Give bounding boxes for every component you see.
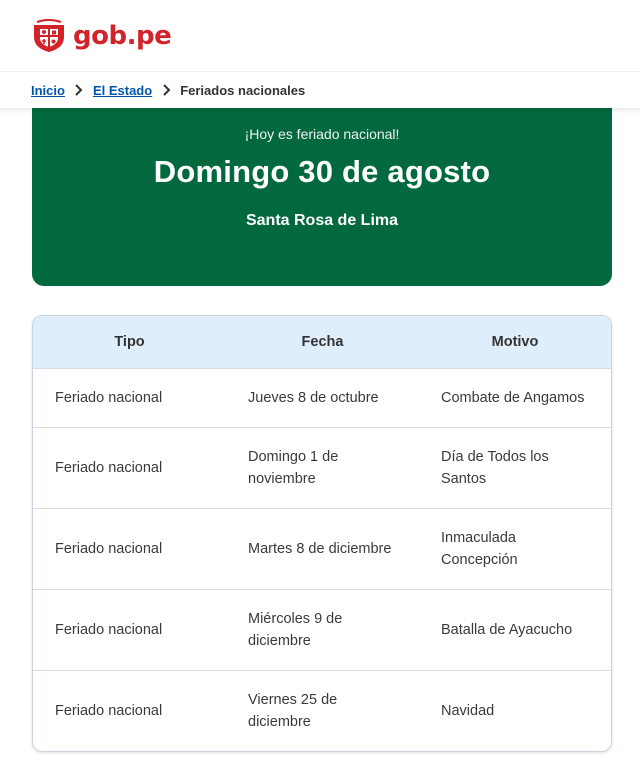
holiday-banner — [32, 108, 612, 286]
breadcrumb-link-inicio[interactable]: Inicio — [31, 82, 65, 98]
gobpe-logo-link[interactable] — [31, 19, 171, 53]
table-header-row — [33, 316, 611, 368]
breadcrumb — [0, 72, 640, 108]
cell-fecha: Miércoles 9 de diciembre — [248, 610, 343, 649]
column-header-tipo: Tipo — [114, 333, 145, 350]
cell-tipo: Feriado nacional — [55, 389, 163, 406]
cell-motivo: Inmaculada Concepción — [441, 529, 518, 568]
holiday-banner-kicker: ¡Hoy es feriado nacional! — [244, 126, 400, 142]
holiday-banner-date: Domingo 30 de agosto — [153, 154, 491, 189]
breadcrumb-current-page: Feriados nacionales — [180, 82, 306, 98]
cell-motivo: Navidad — [441, 702, 495, 719]
holiday-banner-reason: Santa Rosa de Lima — [245, 212, 399, 229]
column-header-fecha: Fecha — [301, 333, 344, 350]
site-header — [0, 0, 640, 72]
cell-motivo: Combate de Angamos — [441, 389, 585, 406]
table-row — [33, 368, 611, 427]
breadcrumb-link-el-estado[interactable]: El Estado — [92, 82, 153, 98]
cell-tipo: Feriado nacional — [55, 702, 163, 719]
cell-fecha: Jueves 8 de octubre — [248, 389, 379, 406]
cell-fecha: Domingo 1 de noviembre — [248, 448, 339, 487]
chevron-right-icon — [65, 84, 93, 96]
gobpe-logo-text: gob.pe — [73, 20, 172, 51]
cell-tipo: Feriado nacional — [55, 621, 163, 638]
cell-fecha: Viernes 25 de diciembre — [248, 691, 338, 730]
peru-coat-of-arms-icon — [31, 19, 67, 53]
cell-fecha: Martes 8 de diciembre — [248, 540, 392, 557]
cell-tipo: Feriado nacional — [55, 540, 163, 557]
column-header-motivo: Motivo — [491, 333, 539, 350]
holidays-table — [33, 316, 611, 751]
holidays-table-container — [32, 315, 612, 752]
table-row — [33, 589, 611, 670]
table-row — [33, 670, 611, 751]
cell-motivo: Batalla de Ayacucho — [441, 621, 573, 638]
chevron-right-icon — [152, 84, 180, 96]
table-row — [33, 508, 611, 589]
cell-motivo: Día de Todos los Santos — [441, 448, 549, 487]
cell-tipo: Feriado nacional — [55, 459, 163, 476]
table-row — [33, 427, 611, 508]
